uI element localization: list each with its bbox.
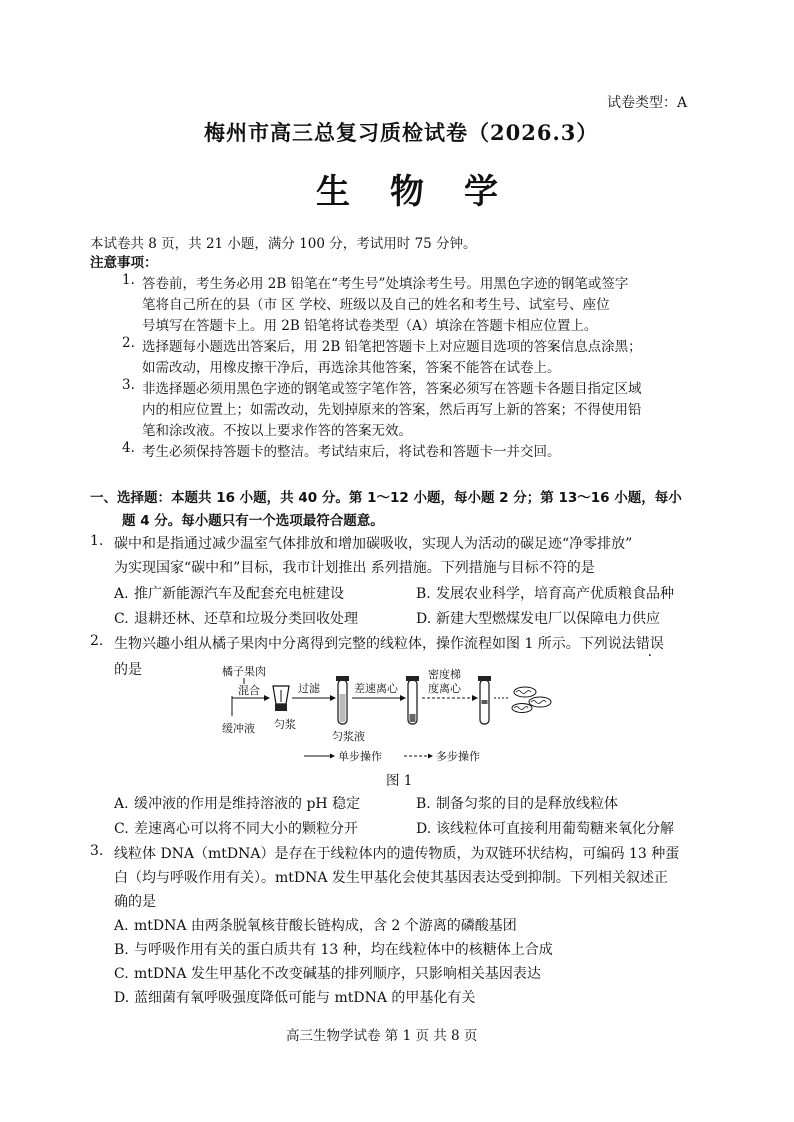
exam-summary: 本试卷共 8 页，共 21 小题，满分 100 分，考试用时 75 分钟。 bbox=[90, 236, 477, 252]
notice-line: 考生必须保持答题卡的整洁。考试结束后，将试卷和答题卡一并交回。 bbox=[142, 444, 561, 460]
option-letter: C. bbox=[114, 966, 129, 982]
fig-label-mix: 混合 bbox=[238, 684, 260, 697]
fig-label-filter: 过滤 bbox=[298, 682, 320, 695]
fig-label-homogenate: 匀浆 bbox=[274, 718, 296, 731]
notice-num: 1. bbox=[122, 272, 135, 288]
subject-title: 生物学 bbox=[316, 172, 538, 212]
question-text bbox=[114, 633, 664, 653]
fig-label-slurry: 匀浆液 bbox=[332, 730, 365, 743]
option-text: 制备匀浆的目的是释放线粒体 bbox=[436, 796, 618, 812]
notice-num: 4. bbox=[122, 440, 135, 456]
test-tube-icon bbox=[336, 676, 349, 724]
fig-label-fruit: 橘子果肉 bbox=[222, 665, 266, 678]
fig-arrowhead bbox=[330, 695, 336, 701]
option-letter: B. bbox=[416, 796, 431, 812]
option[interactable] bbox=[416, 818, 674, 838]
exam-title: 梅州市高三总复习质检试卷（2026.3） bbox=[204, 120, 599, 145]
fig-label-buffer: 缓冲液 bbox=[222, 722, 255, 735]
option-letter: D. bbox=[114, 990, 130, 1006]
notice-line: 如需改动，用橡皮擦干净后，再选涂其他答案，答案不能答在试卷上。 bbox=[142, 360, 561, 376]
figure-caption: 图 1 bbox=[386, 773, 413, 789]
question-text: 白（均与呼吸作用有关）。mtDNA 发生甲基化会使其基因表达受到抑制。下列相关叙述正 bbox=[114, 870, 668, 886]
option-text: 缓冲液的作用是维持溶液的 pH 稳定 bbox=[134, 796, 361, 812]
question-text: 为实现国家“碳中和”目标，我市计划推出 系列措施。下列措施与目标不符的是 bbox=[114, 560, 595, 576]
question-text: 确的是 bbox=[114, 894, 156, 910]
paper-type-label: 试卷类型：A bbox=[607, 95, 688, 111]
notice-line: 笔将自己所在的县（市 区 学校、班级以及自己的姓名和考生号、试室号、座位 bbox=[142, 297, 610, 313]
fig-arrowhead bbox=[400, 695, 406, 701]
option-letter: A. bbox=[114, 586, 129, 602]
section-heading: 一、选择题：本题共 16 小题，共 40 分。第 1～12 小题，每小题 2 分；第 13～16 小题，每小 bbox=[90, 490, 682, 506]
option[interactable] bbox=[114, 583, 344, 603]
mitochondria-icon bbox=[512, 687, 551, 713]
option[interactable] bbox=[416, 583, 674, 603]
legend-single: 单步操作 bbox=[338, 750, 382, 763]
option[interactable] bbox=[114, 939, 553, 959]
option-text: 推广新能源汽车及配套充电桩建设 bbox=[134, 586, 344, 602]
option-text: 发展农业科学，培育高产优质粮食品种 bbox=[436, 586, 674, 602]
test-tube-icon bbox=[478, 676, 491, 724]
option-text: 差速离心可以将不同大小的颗粒分开 bbox=[134, 821, 358, 837]
option-letter: A. bbox=[114, 918, 129, 934]
notice-line: 选择题每小题选出答案后，用 2B 铅笔把答题卡上对应题目选项的答案信息点涂黑； bbox=[142, 339, 642, 355]
question-number: 1. bbox=[90, 533, 104, 549]
fig-arrowhead bbox=[264, 695, 270, 701]
fig-label-diff-centrifuge: 差速离心 bbox=[354, 682, 398, 695]
option-text: mtDNA 发生甲基化不改变碱基的排列顺序，只影响相关基因表达 bbox=[134, 966, 541, 982]
fig-label-density2: 度离心 bbox=[428, 682, 461, 695]
section-heading-cont: 题 4 分。每小题只有一个选项最符合题意。 bbox=[122, 513, 384, 529]
option-text: 退耕还林、还草和垃圾分类回收处理 bbox=[134, 611, 358, 627]
legend-multi: 多步操作 bbox=[436, 750, 480, 763]
question-text: 碳中和是指通过减少温室气体排放和增加碳吸收，实现人为活动的碳足迹“净零排放” bbox=[114, 536, 633, 552]
option-letter: C. bbox=[114, 611, 129, 627]
option-letter: C. bbox=[114, 821, 129, 837]
option-text: 与呼吸作用有关的蛋白质共有 13 种，均在线粒体中的核糖体上合成 bbox=[134, 942, 553, 958]
fig-label-density1: 密度梯 bbox=[428, 668, 461, 681]
option-letter: B. bbox=[416, 586, 431, 602]
option[interactable] bbox=[114, 608, 358, 628]
fig-arrowhead bbox=[330, 754, 335, 759]
notice-line: 内的相应位置上；如需改动，先划掉原来的答案，然后再写上新的答案；不得使用铅 bbox=[142, 402, 642, 418]
fig-arrowhead bbox=[428, 754, 433, 759]
option[interactable] bbox=[114, 793, 360, 813]
figure-1-diagram bbox=[220, 664, 560, 776]
notice-line: 答卷前，考生务必用 2B 铅笔在“考生号”处填涂考生号。用黑色字迹的钢笔或签字 bbox=[142, 276, 629, 292]
option-letter: D. bbox=[416, 821, 432, 837]
question-number: 3. bbox=[90, 843, 104, 859]
option[interactable] bbox=[114, 987, 475, 1007]
question-text: 的是 bbox=[114, 662, 142, 678]
option[interactable] bbox=[114, 818, 358, 838]
notice-num: 3. bbox=[122, 377, 135, 393]
option[interactable] bbox=[416, 793, 618, 813]
notice-title: 注意事项： bbox=[90, 255, 158, 271]
test-tube-icon bbox=[406, 676, 419, 724]
option-letter: A. bbox=[114, 796, 129, 812]
option-letter: B. bbox=[114, 942, 129, 958]
page-footer: 高三生物学试卷 第 1 页 共 8 页 bbox=[286, 1028, 478, 1044]
option[interactable] bbox=[114, 963, 541, 983]
notice-line: 笔和涂改液。不按以上要求作答的答案无效。 bbox=[142, 423, 412, 439]
option-text: 新建大型燃煤发电厂以保障电力供应 bbox=[436, 611, 660, 627]
notice-num: 2. bbox=[122, 335, 135, 351]
question-text: 线粒体 DNA（mtDNA）是存在于线粒体内的遗传物质，为双链环状结构，可编码 13 种蛋 bbox=[114, 846, 680, 862]
blender-icon bbox=[273, 686, 289, 711]
option[interactable] bbox=[416, 608, 660, 628]
notice-line: 非选择题必须用黑色字迹的钢笔或签字笔作答，答案必须写在答题卡各题目指定区域 bbox=[142, 381, 642, 397]
notice-line: 号填写在答题卡上。用 2B 铅笔将试卷类型（A）填涂在答题卡相应位置上。 bbox=[142, 318, 598, 334]
option-text: 该线粒体可直接利用葡萄糖来氧化分解 bbox=[436, 821, 674, 837]
option-text: mtDNA 由两条脱氧核苷酸长链构成，含 2 个游离的磷酸基团 bbox=[134, 918, 517, 934]
question-text-main: 生物兴趣小组从橘子果肉中分离得到完整的线粒体，操作流程如图 1 所示。下列说法 bbox=[114, 636, 636, 652]
option-letter: D. bbox=[416, 611, 432, 627]
emphasis-word: 错误 bbox=[635, 636, 664, 652]
question-number: 2. bbox=[90, 633, 104, 649]
option-text: 蓝细菌有氧呼吸强度降低可能与 mtDNA 的甲基化有关 bbox=[134, 990, 476, 1006]
fig-arrowhead bbox=[472, 695, 478, 701]
option[interactable] bbox=[114, 915, 517, 935]
